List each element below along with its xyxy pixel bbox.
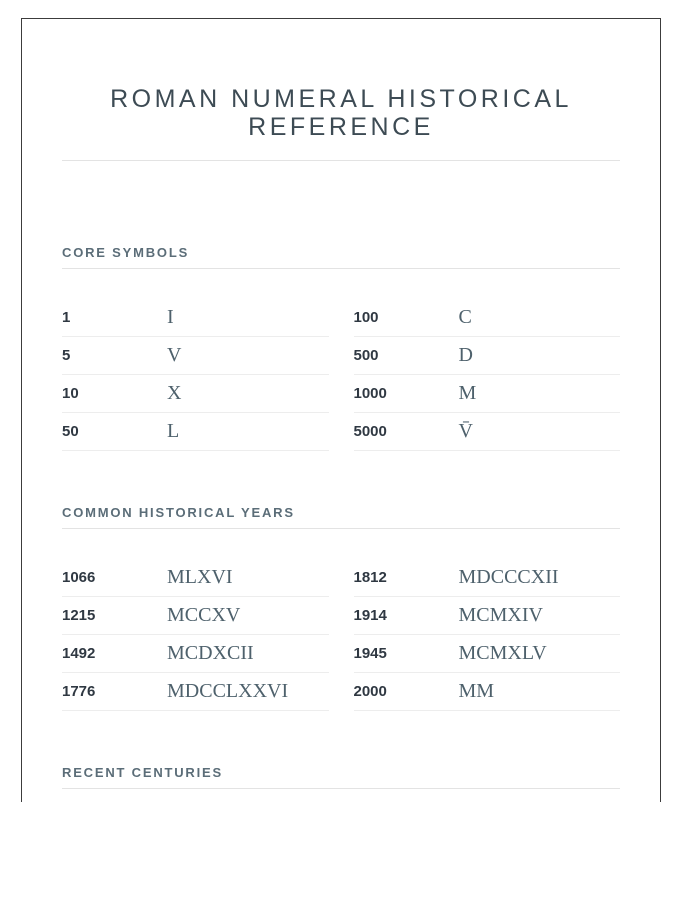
roman-numeral: X (167, 382, 182, 404)
roman-numeral: L (167, 420, 180, 442)
table-row (354, 673, 621, 711)
roman-numeral: MCMXIV (458, 604, 543, 626)
table-row (354, 413, 621, 451)
section-core-symbols (62, 245, 620, 451)
arabic-value: 1812 (353, 569, 387, 586)
arabic-value: 100 (353, 309, 379, 326)
page-title: ROMAN NUMERAL HISTORICAL REFERENCE (110, 85, 572, 141)
table-row (62, 337, 329, 375)
table-row (354, 597, 621, 635)
table-row (354, 375, 621, 413)
historical-years-table (62, 559, 620, 711)
table-row (354, 337, 621, 375)
section-historical-years (62, 505, 620, 711)
table-row (62, 597, 329, 635)
arabic-value: 1492 (62, 645, 96, 662)
roman-numeral: V (167, 344, 182, 366)
roman-numeral: MCDXCII (167, 642, 254, 664)
section-recent-centuries (62, 765, 620, 789)
arabic-value: 1215 (62, 607, 96, 624)
document-content (22, 85, 660, 789)
section-divider (62, 528, 620, 529)
core-symbols-right-column (354, 299, 621, 451)
arabic-value: 5 (62, 347, 71, 364)
roman-numeral: M (458, 382, 477, 404)
historical-years-left-column (62, 559, 329, 711)
roman-numeral: MDCCLXXVI (167, 680, 289, 702)
table-row (354, 299, 621, 337)
table-row (62, 299, 329, 337)
roman-numeral: MM (458, 680, 495, 702)
table-row (62, 375, 329, 413)
section-divider (62, 268, 620, 269)
page-frame (21, 18, 661, 802)
arabic-value: 1776 (62, 683, 96, 700)
table-row (354, 559, 621, 597)
roman-numeral: MLXVI (167, 566, 233, 588)
arabic-value: 10 (62, 385, 79, 402)
arabic-value: 1945 (353, 645, 387, 662)
roman-numeral: I (167, 306, 174, 328)
table-row (62, 635, 329, 673)
core-symbols-left-column (62, 299, 329, 451)
arabic-value: 1914 (353, 607, 387, 624)
table-row (354, 635, 621, 673)
arabic-value: 500 (353, 347, 379, 364)
roman-numeral: MCCXV (167, 604, 241, 626)
roman-numeral: V̄ (458, 420, 473, 442)
section-heading-historical-years: COMMON HISTORICAL YEARS (62, 505, 295, 520)
core-symbols-table (62, 299, 620, 451)
arabic-value: 5000 (353, 423, 387, 440)
arabic-value: 2000 (353, 683, 387, 700)
section-heading-recent-centuries: RECENT CENTURIES (62, 765, 223, 780)
historical-years-right-column (354, 559, 621, 711)
roman-numeral: MCMXLV (458, 642, 547, 664)
table-row (62, 413, 329, 451)
table-row (62, 559, 329, 597)
arabic-value: 1000 (353, 385, 387, 402)
arabic-value: 50 (62, 423, 79, 440)
arabic-value: 1 (62, 309, 71, 326)
title-divider (62, 160, 620, 161)
section-divider (62, 788, 620, 789)
roman-numeral: C (458, 306, 472, 328)
section-heading-core-symbols: CORE SYMBOLS (62, 245, 190, 260)
arabic-value: 1066 (62, 569, 96, 586)
roman-numeral: MDCCCXII (458, 566, 559, 588)
table-row (62, 673, 329, 711)
roman-numeral: D (458, 344, 473, 366)
